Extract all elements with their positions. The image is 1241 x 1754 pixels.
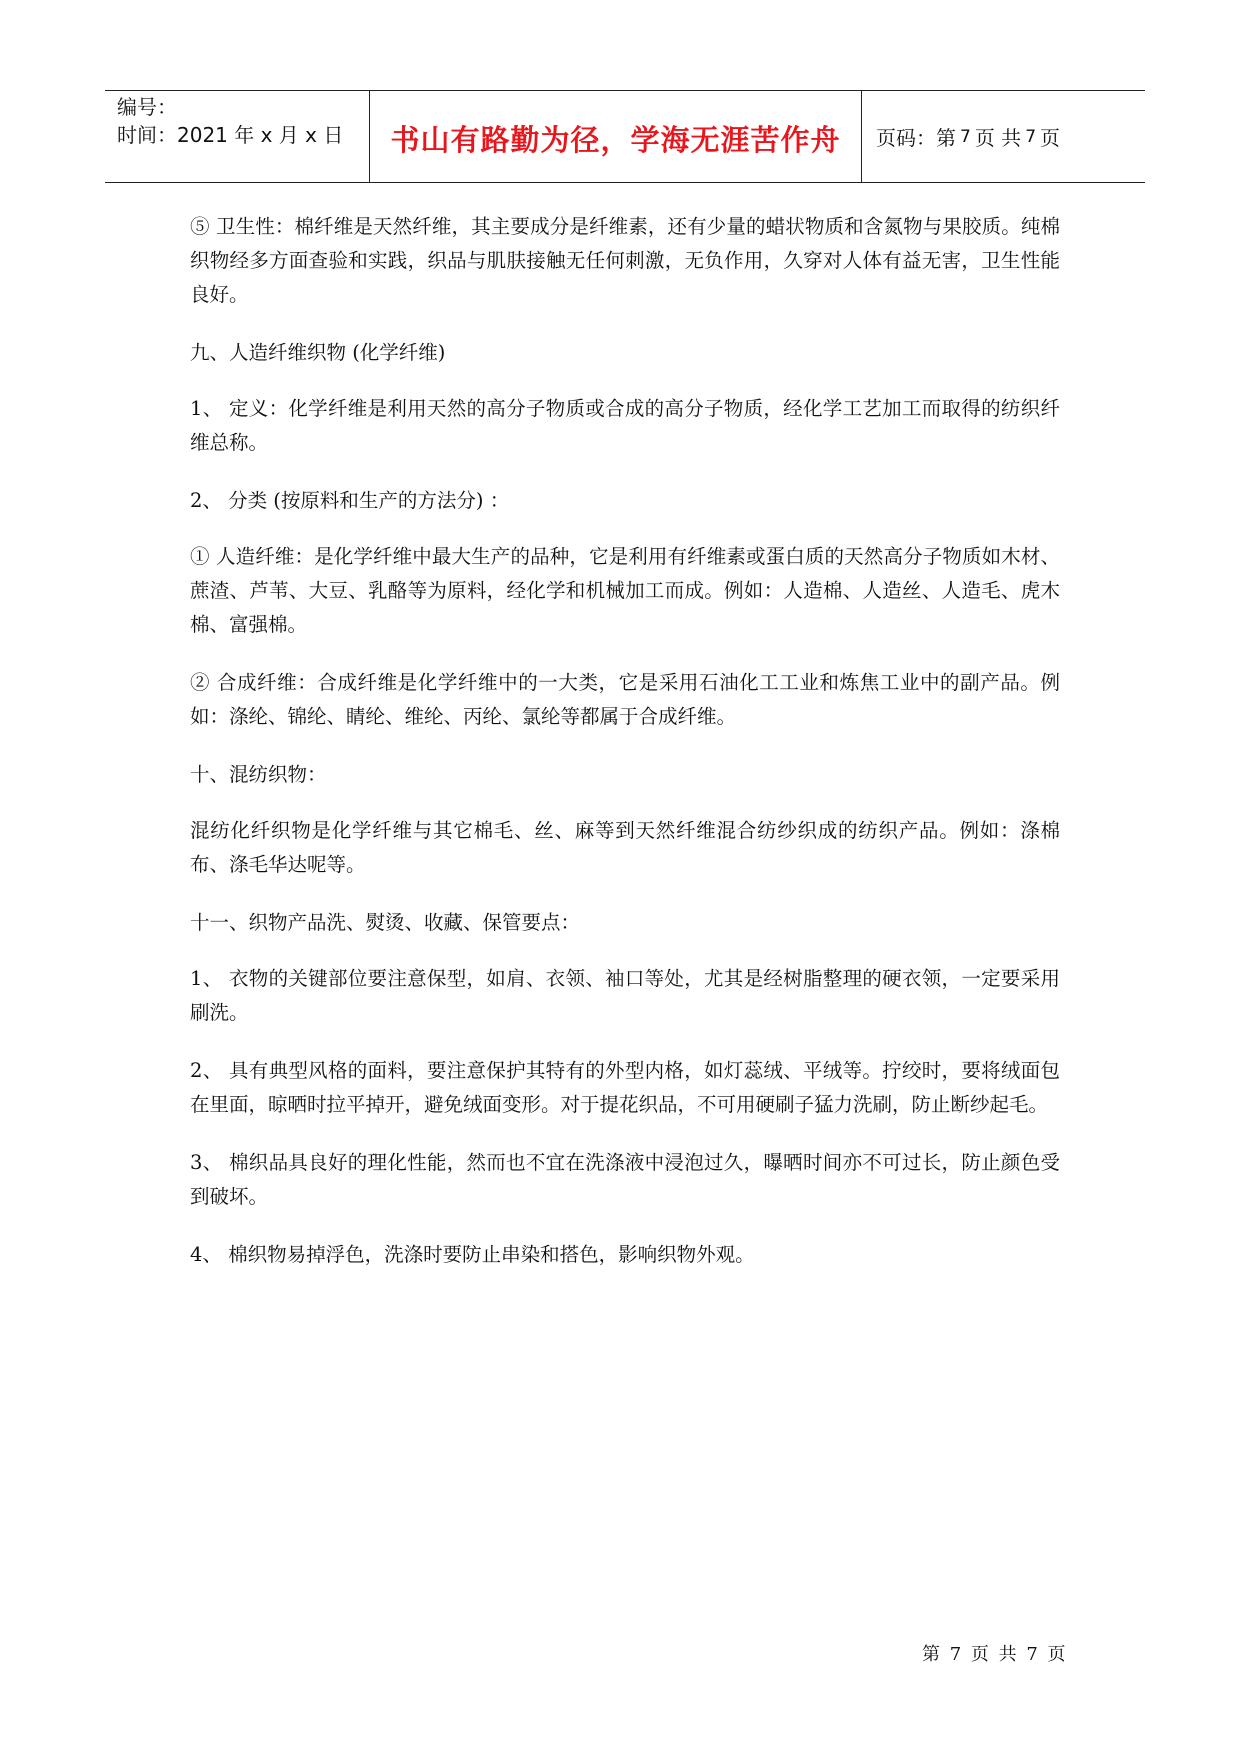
paragraph-care-1: 1、 衣物的关键部位要注意保型，如肩、衣领、袖口等处，尤其是经树脂整理的硬衣领，一定要采用刷洗。 [190, 967, 1060, 1024]
paragraph-care-4: 4、 棉织物易掉浮色，洗涤时要防止串染和搭色，影响织物外观。 [190, 1243, 755, 1266]
page-current: 7 [960, 126, 971, 147]
paragraph-hygiene: ⑤ 卫生性：棉纤维是天然纤维，其主要成分是纤维素，还有少量的蜡状物质和含氮物与果胶质。纯棉织物经多方面查验和实践，织品与肌肤接触无任何刺激，无负作用，久穿对人体有益无害，卫生性能良好。 [190, 215, 1060, 306]
page-mid: 页 共 [974, 126, 1022, 150]
heading-section-9: 九、人造纤维织物 (化学纤维) [190, 341, 446, 364]
page-prefix: 页码：第 [876, 126, 956, 150]
paragraph-artificial-fiber: ① 人造纤维：是化学纤维中最大生产的品种，它是利用有纤维素或蛋白质的天然高分子物质如木材、蔗渣、芦苇、大豆、乳酪等为原料，经化学和机械加工而成。例如：人造棉、人造丝、人造毛、虎木棉、富强棉。 [190, 545, 1060, 636]
paragraph-classification: 2、 分类 (按原料和生产的方法分) ： [190, 489, 510, 512]
header-meta-cell [105, 91, 370, 182]
page-total: 7 [1025, 126, 1037, 147]
header-page-cell [862, 91, 1145, 182]
paragraph-synthetic-fiber: ② 合成纤维：合成纤维是化学纤维中的一大类，它是采用石油化工工业和炼焦工业中的副产品。例如：涤纶、锦纶、睛纶、维纶、丙纶、氯纶等都属于合成纤维。 [190, 671, 1060, 728]
paragraph-care-2: 2、 具有典型风格的面料，要注意保护其特有的外型内格，如灯蕊绒、平绒等。拧绞时，要将绒面包在里面，晾晒时拉平掉开，避免绒面变形。对于提花织品，不可用硬刷子猛力洗刷，防止断纱起毛。 [190, 1059, 1060, 1116]
document-time-label: 时间：2021 年 x 月 x 日 [117, 123, 344, 147]
page-footer: 第 7 页 共 7 页 [922, 1644, 1068, 1665]
header-slogan: 书山有路勤为径，学海无涯苦作舟 [390, 123, 841, 157]
header-slogan-cell [370, 91, 862, 182]
heading-section-11: 十一、织物产品洗、熨烫、收藏、保管要点： [190, 911, 581, 934]
paragraph-blended-fabric: 混纺化纤织物是化学纤维与其它棉毛、丝、麻等到天然纤维混合纺纱织成的纺织产品。例如：涤棉布、涤毛华达呢等。 [190, 819, 1060, 876]
page-suffix: 页 [1040, 126, 1061, 150]
paragraph-definition: 1、 定义：化学纤维是利用天然的高分子物质或合成的高分子物质，经化学工艺加工而取得的纺织纤维总称。 [190, 397, 1060, 454]
heading-section-10: 十、混纺织物： [190, 763, 327, 786]
document-body [190, 210, 1060, 1296]
document-number-label: 编号： [117, 95, 177, 119]
paragraph-care-3: 3、 棉织品具良好的理化性能，然而也不宜在洗涤液中浸泡过久，曝晒时间亦不可过长，防止颜色受到破坏。 [190, 1151, 1060, 1208]
page-header [105, 90, 1145, 183]
